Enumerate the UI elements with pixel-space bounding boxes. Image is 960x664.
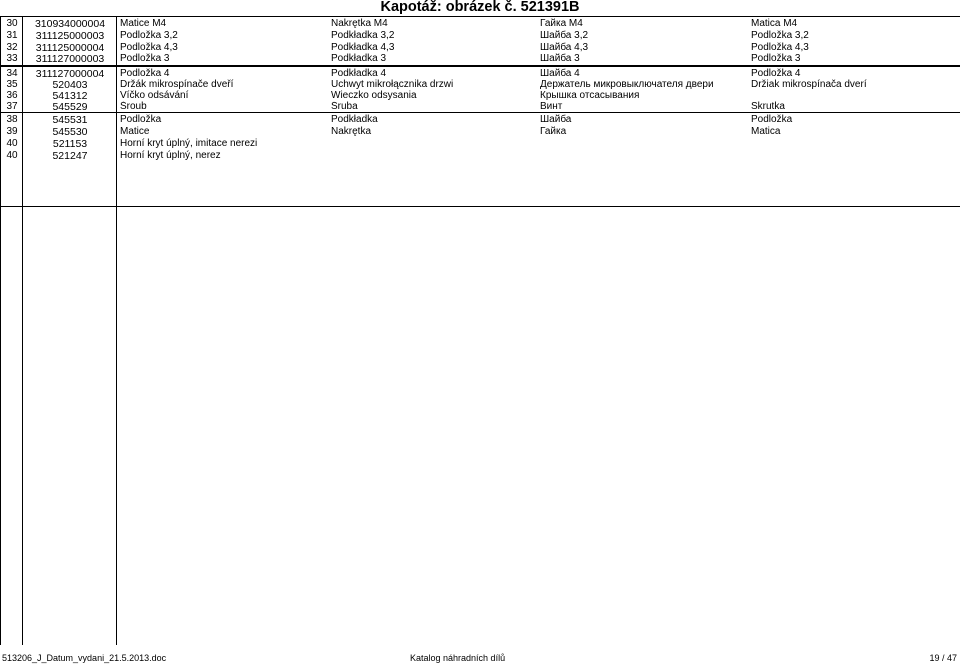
- name-sk: [751, 138, 957, 150]
- name-sk: Podložka 4,3: [751, 42, 809, 53]
- row-number: 30: [6, 18, 18, 29]
- name-sk: [751, 150, 957, 162]
- name-pl: Podkładka: [331, 114, 378, 125]
- name-sk: Držiak mikrospínača dverí: [751, 79, 867, 90]
- footer-filename: 513206_J_Datum_vydani_21.5.2013.doc: [2, 653, 167, 663]
- name-cz: Podložka: [120, 114, 162, 125]
- parts-table: [0, 16, 960, 645]
- row-number: 32: [6, 42, 18, 53]
- name-ru: [540, 138, 746, 150]
- name-sk: Matica: [751, 126, 781, 137]
- name-pl: [331, 138, 535, 150]
- name-sk: Podložka: [751, 114, 793, 125]
- part-code: 311127000003: [35, 53, 105, 65]
- name-pl: Nakrętka: [331, 126, 372, 137]
- name-pl: Uchwyt mikrołącznika drzwi: [331, 79, 454, 90]
- row-number: 35: [6, 79, 18, 90]
- name-ru: Винт: [540, 101, 563, 112]
- group-divider: [1, 206, 960, 207]
- name-sk: Skrutka: [751, 101, 785, 112]
- name-cz: Víčko odsávání: [120, 90, 189, 101]
- name-cz: Matice M4: [120, 18, 167, 29]
- row-number: 40: [6, 150, 18, 161]
- name-pl: Nakrętka M4: [331, 18, 388, 29]
- name-ru: Шайба: [540, 114, 572, 125]
- name-pl: Podkładka 3,2: [331, 30, 395, 41]
- name-ru: Шайба 4,3: [540, 42, 589, 53]
- name-pl: [331, 150, 535, 162]
- name-cz: Podložka 3: [120, 53, 170, 64]
- name-pl: Wieczko odsysania: [331, 90, 417, 101]
- group-divider: [1, 65, 960, 67]
- part-code: 311125000004: [35, 42, 105, 54]
- name-sk: Podložka 4: [751, 68, 801, 79]
- part-code: 520403: [52, 79, 88, 91]
- part-code: 311125000003: [35, 30, 105, 42]
- part-code: 545529: [52, 101, 88, 113]
- part-code: 545530: [52, 126, 88, 138]
- row-number: 33: [6, 53, 18, 64]
- row-number: 38: [6, 114, 18, 125]
- name-ru: Шайба 4: [540, 68, 580, 79]
- part-code: 521153: [52, 138, 88, 150]
- name-cz: Horní kryt úplný, nerez: [120, 150, 221, 161]
- name-ru: Гайка М4: [540, 18, 583, 29]
- row-number: 40: [6, 138, 18, 149]
- name-ru: Шайба 3,2: [540, 30, 589, 41]
- name-pl: Podkładka 4: [331, 68, 387, 79]
- name-cz: Podložka 4,3: [120, 42, 178, 53]
- name-ru: Гайка: [540, 126, 567, 137]
- page-title: Kapotáž: obrázek č. 521391B: [380, 0, 580, 15]
- name-ru: Шайба 3: [540, 53, 580, 64]
- row-number: 36: [6, 90, 18, 101]
- name-cz: Šroub: [120, 101, 147, 112]
- row-number: 39: [6, 126, 18, 137]
- name-pl: Śruba: [331, 101, 358, 112]
- part-code: 541312: [52, 90, 88, 102]
- name-ru: [540, 150, 746, 162]
- row-number: 37: [6, 101, 18, 112]
- part-code: 521247: [52, 150, 88, 162]
- row-number: 31: [6, 30, 18, 41]
- name-sk: Matica M4: [751, 18, 798, 29]
- name-cz: Podložka 3,2: [120, 30, 178, 41]
- name-ru: Держатель микровыключателя двери: [540, 79, 714, 90]
- footer-catalog-title: Katalog náhradních dílů: [410, 653, 506, 663]
- name-cz: Matice: [120, 126, 150, 137]
- footer-page-number: 19 / 47: [929, 653, 957, 663]
- part-code: 545531: [52, 114, 88, 126]
- name-ru: Крышка отсасывания: [540, 90, 640, 101]
- name-cz: Podložka 4: [120, 68, 170, 79]
- name-cz: Držák mikrospínače dveří: [120, 79, 234, 90]
- name-cz: Horní kryt úplný, imitace nerezi: [120, 138, 258, 149]
- row-number: 34: [6, 68, 18, 79]
- part-code: 311127000004: [35, 68, 105, 80]
- name-pl: Podkładka 4,3: [331, 42, 395, 53]
- name-sk: Podložka 3,2: [751, 30, 809, 41]
- part-code: 310934000004: [34, 18, 106, 30]
- name-pl: Podkładka 3: [331, 53, 387, 64]
- name-sk: Podložka 3: [751, 53, 801, 64]
